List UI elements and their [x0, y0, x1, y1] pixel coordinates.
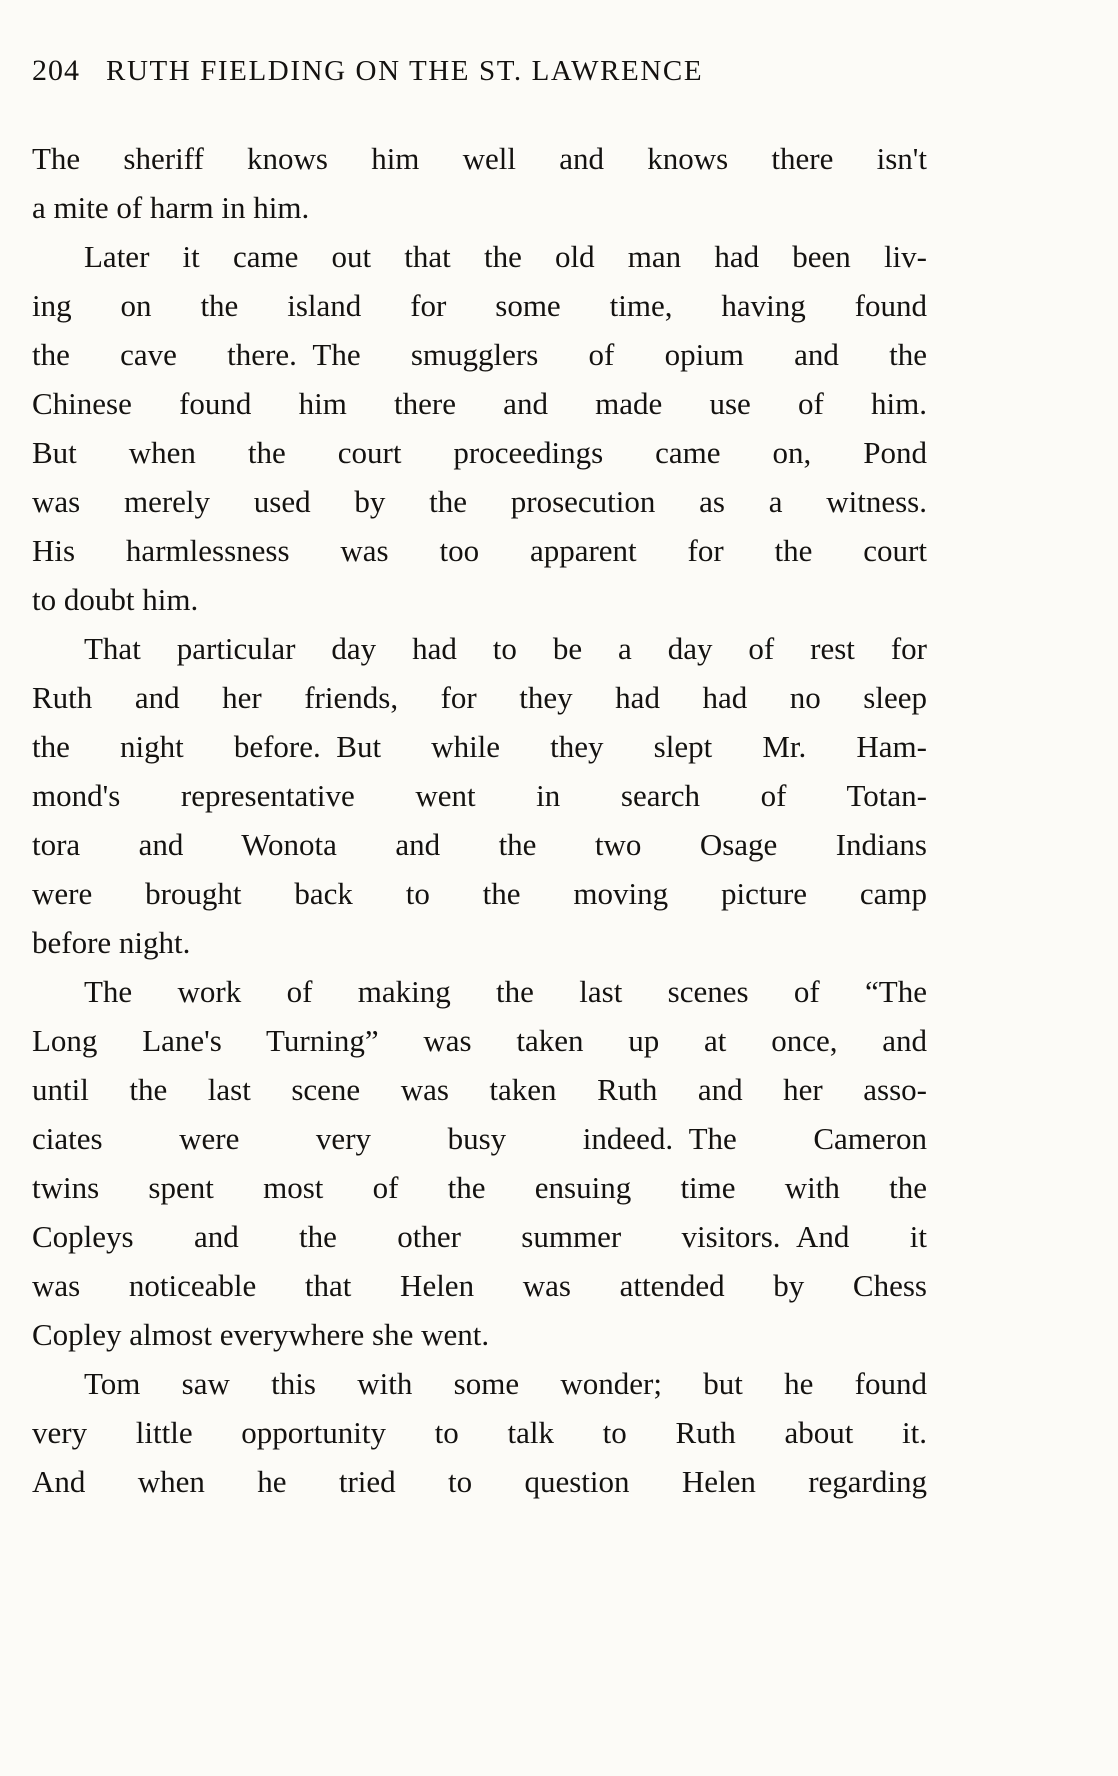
text-line: twins spent most of the ensuing time with the — [32, 1170, 927, 1205]
paragraph — [32, 232, 927, 624]
body-text — [32, 134, 927, 1506]
text-line: Later it came out that the old man had been liv- — [84, 239, 927, 274]
text-line: tora and Wonota and the two Osage Indians — [32, 827, 927, 862]
running-title: RUTH FIELDING ON THE ST. LAWRENCE — [106, 55, 704, 87]
text-line: His harmlessness was too apparent for the court — [32, 533, 927, 568]
text-line: The sheriff knows him well and knows there isn't — [32, 141, 927, 176]
text-line: Copley almost everywhere she went. — [32, 1317, 490, 1352]
text-line: That particular day had to be a day of rest for — [84, 631, 927, 666]
text-line: very little opportunity to talk to Ruth about it. — [32, 1415, 927, 1450]
text-line: The work of making the last scenes of “The — [84, 974, 927, 1009]
paragraph — [32, 967, 927, 1359]
paragraph — [32, 1359, 927, 1506]
text-line: to doubt him. — [32, 582, 199, 617]
text-line: the cave there. The smugglers of opium and the — [32, 337, 927, 372]
text-line: And when he tried to question Helen regarding — [32, 1464, 927, 1499]
text-line: But when the court proceedings came on, Pond — [32, 435, 927, 470]
text-line: the night before. But while they slept Mr. Ham- — [32, 729, 927, 764]
text-line: Tom saw this with some wonder; but he found — [84, 1366, 927, 1401]
text-line: Ruth and her friends, for they had had no sleep — [32, 680, 927, 715]
text-line: ciates were very busy indeed. The Cameron — [32, 1121, 927, 1156]
text-line: ing on the island for some time, having found — [32, 288, 927, 323]
text-line: Long Lane's Turning” was taken up at once, and — [32, 1023, 927, 1058]
page-header — [32, 54, 927, 94]
text-line: Chinese found him there and made use of him. — [32, 386, 927, 421]
text-line: was merely used by the prosecution as a witness. — [32, 484, 927, 519]
text-line: before night. — [32, 925, 191, 960]
paragraph — [32, 624, 927, 967]
text-line: were brought back to the moving picture camp — [32, 876, 927, 911]
text-line: until the last scene was taken Ruth and her asso- — [32, 1072, 927, 1107]
paragraph — [32, 134, 927, 232]
text-line: a mite of harm in him. — [32, 190, 310, 225]
page-number: 204 — [32, 54, 80, 87]
text-line: Copleys and the other summer visitors. And it — [32, 1219, 927, 1254]
text-line: was noticeable that Helen was attended by Chess — [32, 1268, 927, 1303]
text-line: mond's representative went in search of Totan- — [32, 778, 927, 813]
